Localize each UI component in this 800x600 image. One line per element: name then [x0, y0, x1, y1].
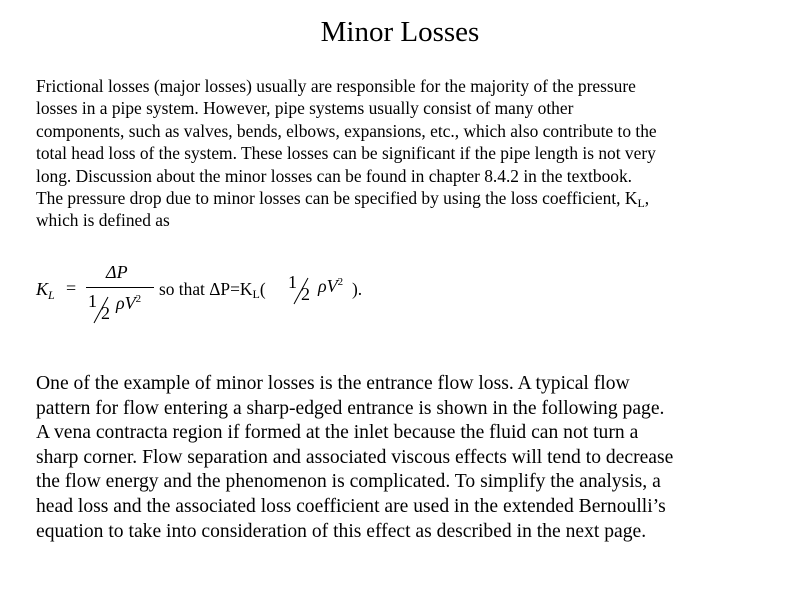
- page-title: Minor Losses: [320, 16, 480, 48]
- half-fraction-2: [286, 272, 318, 306]
- text-line: One of the example of minor losses is the entrance flow loss. A typical flow: [36, 373, 630, 394]
- text-line: components, such as valves, bends, elbows, expansions, etc., which also contribute to the: [36, 120, 657, 141]
- text-line: losses in a pipe system. However, pipe systems usually consist of many other: [36, 98, 574, 119]
- kl-suffix: ,: [644, 188, 650, 209]
- eq-lhs-symbol: K: [36, 279, 49, 299]
- so-that-subscript: L: [252, 287, 260, 301]
- open-paren: (: [259, 279, 266, 299]
- half-denominator: 2: [301, 284, 310, 304]
- text-line: A vena contracta region if formed at the inlet because the fluid can not turn a: [36, 422, 639, 444]
- text-line: the flow energy and the phenomenon is complicated. To simplify the analysis, a: [36, 471, 661, 493]
- square-exponent: 2: [135, 293, 142, 305]
- loss-coefficient-equation: [36, 262, 416, 332]
- text-line: head loss and the associated loss coefficient are used in the extended Bernoulli’s: [36, 495, 666, 517]
- eq-close: ).: [352, 279, 363, 299]
- half-numerator: 1: [288, 272, 297, 292]
- half-fraction: [86, 291, 118, 325]
- text-line: which is defined as: [36, 210, 170, 231]
- eq-lhs: [36, 279, 55, 300]
- so-that-text: so that ΔP=K: [159, 279, 253, 299]
- eq-equals: =: [66, 278, 77, 298]
- rho-v: ρV: [318, 276, 338, 296]
- text-line: sharp corner. Flow separation and associated viscous effects will tend to decrease: [36, 446, 674, 468]
- text-line: equation to take into consideration of this effect as described in the next page.: [36, 520, 647, 542]
- intro-paragraph: [36, 75, 771, 232]
- rho-v-squared-2: [318, 276, 343, 297]
- kl-subscript: L: [637, 196, 645, 211]
- eq-fraction: [86, 262, 156, 328]
- rho-v-squared: [116, 293, 141, 314]
- half-denominator: 2: [101, 303, 110, 323]
- text-line: long. Discussion about the minor losses can be found in chapter 8.4.2 in the textbook.: [36, 165, 633, 186]
- entrance-loss-paragraph: [36, 372, 776, 544]
- text-line: Frictional losses (major losses) usually are responsible for the majority of the pressure: [36, 76, 636, 96]
- eq-denominator: [86, 289, 156, 325]
- square-exponent: 2: [337, 276, 344, 288]
- eq-numerator: ΔP: [106, 262, 128, 282]
- text-line: pattern for flow entering a sharp-edged entrance is shown in the following page.: [36, 397, 665, 419]
- text-line: total head loss of the system. These losses can be significant if the pipe length is not very: [36, 143, 656, 164]
- eq-lhs-subscript: L: [48, 288, 55, 302]
- text-line-content: The pressure drop due to minor losses can be specified by using the loss coefficient, K: [36, 188, 638, 209]
- rho-v: ρV: [116, 293, 136, 313]
- eq-so-that: [159, 279, 266, 300]
- fraction-bar: [86, 287, 154, 288]
- half-numerator: 1: [88, 291, 97, 311]
- text-line: [36, 187, 771, 209]
